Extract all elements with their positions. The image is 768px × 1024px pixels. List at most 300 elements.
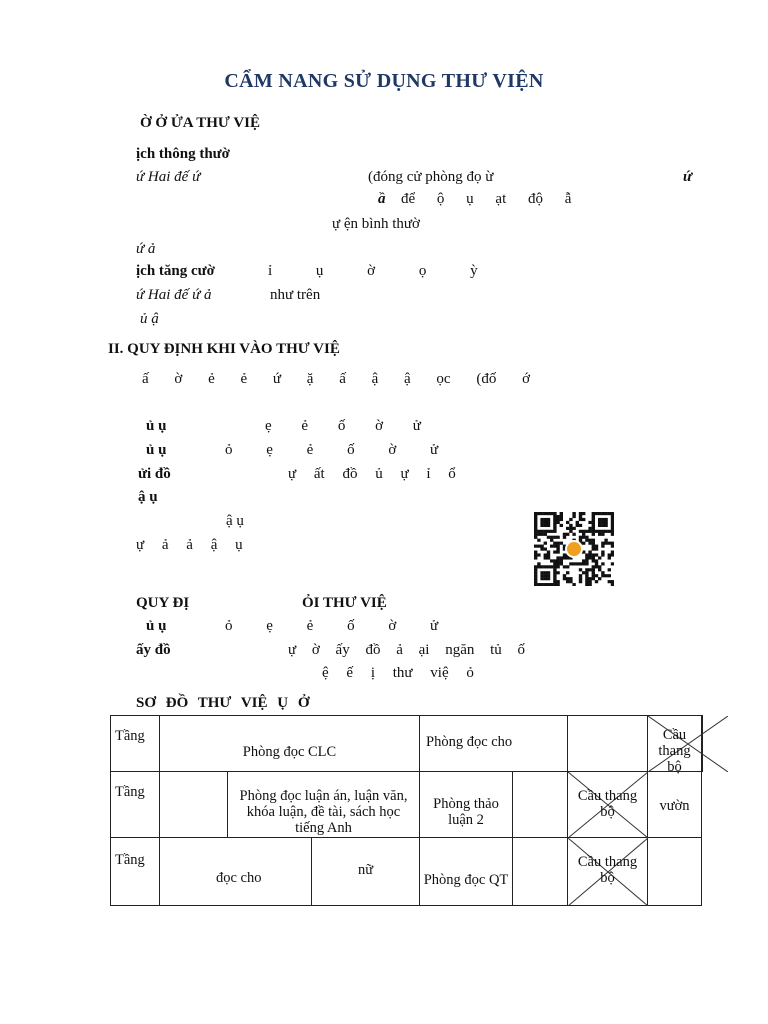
qr-module	[585, 574, 588, 577]
qr-module	[556, 580, 559, 583]
qr-module	[556, 518, 559, 521]
qr-module	[601, 550, 604, 553]
reading-for-cell	[160, 838, 312, 906]
qr-module	[611, 512, 614, 515]
qr-module	[569, 527, 572, 530]
empty-cell	[702, 716, 703, 772]
qr-module	[540, 518, 543, 521]
qr-module	[566, 580, 569, 583]
entry-rule-2-label: ủ ụ	[146, 418, 167, 434]
qr-module	[569, 518, 572, 521]
qr-module	[547, 577, 550, 580]
stairs-label: Cầu thang bộ	[577, 854, 638, 886]
qr-module	[585, 577, 588, 580]
qr-module	[553, 577, 556, 580]
qr-module	[601, 521, 604, 524]
qr-module	[585, 568, 588, 571]
qr-module	[556, 542, 559, 545]
qr-module	[588, 521, 591, 524]
qr-module	[544, 542, 547, 545]
qr-module	[547, 512, 550, 515]
empty-cell	[513, 772, 568, 838]
qr-module	[534, 521, 537, 524]
qr-module	[553, 530, 556, 533]
qr-module	[611, 527, 614, 530]
qr-module	[550, 536, 553, 539]
qr-module	[592, 568, 595, 571]
qr-module	[547, 550, 550, 553]
qr-module	[556, 559, 559, 562]
qr-module	[592, 571, 595, 574]
qr-module	[556, 521, 559, 524]
stairs-label: Cầu thang bộ	[577, 788, 638, 820]
qr-module	[556, 565, 559, 568]
normal-schedule-fragment-2: ầ	[378, 191, 386, 207]
qr-module	[592, 559, 595, 562]
extended-schedule-sunday: ủ ậ	[140, 311, 159, 327]
qr-module	[608, 553, 611, 556]
qr-module	[544, 530, 547, 533]
qr-module	[540, 512, 543, 515]
qr-module	[547, 521, 550, 524]
qr-module	[534, 583, 537, 586]
qr-module	[553, 568, 556, 571]
qr-module	[598, 524, 601, 527]
qr-module	[556, 583, 559, 586]
qr-module	[592, 553, 595, 556]
qr-module	[566, 521, 569, 524]
qr-module	[544, 512, 547, 515]
discussion-room-label: Phòng thảo luận 2	[433, 796, 499, 828]
qr-module	[592, 539, 595, 542]
qr-module	[547, 556, 550, 559]
qr-module	[601, 518, 604, 521]
qr-module	[556, 562, 559, 565]
normal-schedule-normal-note: ự ện bình thườ	[332, 216, 420, 232]
entry-rule-1: ấ ờ ẻ ẻ ứ ặ ấ ậ ậ ọc (đố ớ	[142, 371, 531, 387]
floor-row-1	[111, 716, 703, 772]
qr-module	[598, 533, 601, 536]
qr-module	[598, 568, 601, 571]
qr-module	[595, 548, 598, 551]
qr-module	[544, 556, 547, 559]
qr-module	[560, 518, 563, 521]
qr-module	[534, 565, 537, 568]
qr-module	[582, 530, 585, 533]
qr-module	[553, 571, 556, 574]
qr-module	[585, 553, 588, 556]
qr-module	[544, 524, 547, 527]
qt-room-cell	[420, 838, 513, 906]
qr-module	[579, 568, 582, 571]
qr-module	[560, 515, 563, 518]
qr-module	[582, 562, 585, 565]
qr-module	[608, 556, 611, 559]
qr-module	[540, 545, 543, 548]
qr-module	[560, 562, 563, 565]
entry-rule-6: ậ ụ	[226, 513, 244, 529]
qr-module	[604, 521, 607, 524]
qr-module	[585, 539, 588, 542]
qr-module	[592, 527, 595, 530]
qr-module	[588, 530, 591, 533]
qr-module	[544, 548, 547, 551]
qr-module	[572, 512, 575, 515]
qr-module	[537, 583, 540, 586]
qr-module	[579, 574, 582, 577]
qr-module	[604, 542, 607, 545]
qr-module	[576, 524, 579, 527]
qr-module	[604, 574, 607, 577]
qr-module	[540, 548, 543, 551]
qr-module	[598, 512, 601, 515]
qr-module	[563, 577, 566, 580]
qr-module	[582, 571, 585, 574]
qr-module	[579, 580, 582, 583]
qr-module	[588, 556, 591, 559]
garden-label: vườn	[659, 798, 690, 814]
qr-module	[553, 550, 556, 553]
qr-module	[550, 583, 553, 586]
qr-module	[534, 574, 537, 577]
qr-module	[540, 533, 543, 536]
qr-module	[582, 542, 585, 545]
qr-module	[550, 530, 553, 533]
qr-module	[608, 580, 611, 583]
qt-room-label: Phòng đọc QT	[423, 872, 509, 888]
qr-module	[547, 524, 550, 527]
qr-module	[550, 539, 553, 542]
qr-module	[534, 536, 537, 539]
reading-room-cell	[420, 716, 568, 772]
qr-module	[534, 568, 537, 571]
qr-module	[601, 533, 604, 536]
qr-module	[556, 548, 559, 551]
qr-module	[592, 515, 595, 518]
qr-module	[585, 556, 588, 559]
qr-module	[601, 530, 604, 533]
qr-module	[572, 533, 575, 536]
qr-module	[569, 577, 572, 580]
qr-module	[553, 542, 556, 545]
normal-schedule-activity: để ộ ụ ạt độ ẫ	[401, 191, 572, 207]
floor-label: Tầng	[115, 852, 145, 868]
library-floor-table	[110, 715, 703, 906]
exit-rule-3: ệ ế ị thư việ ỏ	[322, 665, 474, 681]
stairs-label: Cầu thang bộ	[658, 727, 691, 775]
qr-module	[595, 530, 598, 533]
section-library-map-heading: SƠ ĐỒ THƯ VIỆ Ụ Ở	[136, 695, 310, 711]
qr-module	[582, 518, 585, 521]
qr-module	[601, 574, 604, 577]
qr-module	[604, 518, 607, 521]
qr-module	[544, 518, 547, 521]
qr-module	[592, 574, 595, 577]
qr-module	[579, 512, 582, 515]
qr-module	[595, 545, 598, 548]
qr-module	[601, 545, 604, 548]
qr-module	[592, 577, 595, 580]
qr-module	[595, 580, 598, 583]
qr-module	[611, 562, 614, 565]
qr-module	[585, 536, 588, 539]
qr-module	[588, 568, 591, 571]
qr-module	[540, 521, 543, 524]
qr-module	[537, 553, 540, 556]
qr-module	[598, 521, 601, 524]
qr-module	[592, 521, 595, 524]
normal-schedule-fragment: ứ	[683, 169, 692, 185]
qr-module	[569, 530, 572, 533]
qr-module	[585, 571, 588, 574]
qr-module	[582, 512, 585, 515]
clc-room-label: Phòng đọc CLC	[242, 744, 337, 760]
qr-module	[560, 512, 563, 515]
qr-module	[534, 553, 537, 556]
qr-module	[588, 580, 591, 583]
qr-module	[611, 530, 614, 533]
empty-cell	[648, 838, 702, 906]
qr-module	[566, 577, 569, 580]
section-entry-rules-heading: II. QUY ĐỊNH KHI VÀO THƯ VIỆ	[108, 341, 340, 357]
extended-schedule-label: ịch tăng cườ	[136, 263, 215, 279]
qr-module	[534, 527, 537, 530]
qr-module	[550, 559, 553, 562]
qr-module	[534, 571, 537, 574]
qr-module	[611, 515, 614, 518]
qr-module	[534, 550, 537, 553]
floor-row-3	[111, 838, 703, 906]
empty-cell	[568, 716, 648, 772]
qr-module	[601, 542, 604, 545]
qr-module	[592, 542, 595, 545]
qr-module	[547, 518, 550, 521]
qr-module	[588, 527, 591, 530]
qr-module	[604, 530, 607, 533]
stairs-cell	[648, 716, 702, 775]
qr-module	[611, 521, 614, 524]
qr-module	[569, 580, 572, 583]
qr-module	[563, 565, 566, 568]
qr-module	[576, 521, 579, 524]
qr-module	[553, 527, 556, 530]
reading-room-label: Phòng đọc cho	[426, 734, 513, 750]
qr-module	[563, 536, 566, 539]
normal-schedule-weekend: ứ ả	[136, 241, 156, 257]
qr-module	[592, 530, 595, 533]
exit-rule-2-label: ấy đồ	[136, 642, 171, 658]
qr-module	[592, 565, 595, 568]
qr-module	[547, 530, 550, 533]
qr-module	[537, 530, 540, 533]
stairs-cell	[568, 838, 648, 906]
qr-module	[534, 533, 537, 536]
qr-module	[598, 530, 601, 533]
qr-module	[534, 518, 537, 521]
normal-schedule-closing-note: (đóng cử phòng đọ ừ	[368, 169, 494, 185]
qr-module	[608, 512, 611, 515]
qr-module	[592, 556, 595, 559]
qr-module	[595, 559, 598, 562]
qr-module	[544, 571, 547, 574]
qr-module	[553, 562, 556, 565]
qr-module	[540, 583, 543, 586]
qr-module	[556, 556, 559, 559]
qr-module	[588, 553, 591, 556]
qr-module	[576, 562, 579, 565]
floor-cell	[111, 772, 160, 838]
qr-module	[540, 577, 543, 580]
qr-module	[540, 524, 543, 527]
qr-module	[572, 515, 575, 518]
qr-module	[592, 512, 595, 515]
qr-module	[579, 577, 582, 580]
qr-module	[579, 524, 582, 527]
exit-rule-1-text: ỏ ẹ ẻ ố ờ ử	[225, 618, 439, 634]
qr-module	[598, 565, 601, 568]
discussion-room-cell	[420, 772, 513, 838]
qr-module	[560, 542, 563, 545]
exit-rule-2-text: ự ờ ấy đồ ả ại ngăn tủ ố	[288, 642, 526, 658]
qr-module	[556, 536, 559, 539]
qr-module	[553, 515, 556, 518]
qr-module	[553, 574, 556, 577]
qr-module	[563, 553, 566, 556]
qr-module	[547, 553, 550, 556]
section-opening-hours-heading: Ờ Ở ỬA THƯ VIỆ	[140, 115, 261, 131]
qr-module	[537, 545, 540, 548]
qr-module	[588, 550, 591, 553]
qr-module	[534, 512, 537, 515]
garden-cell	[648, 772, 702, 838]
exit-rule-1-label: ủ ụ	[146, 618, 167, 634]
qr-module	[608, 574, 611, 577]
qr-module	[553, 521, 556, 524]
qr-module	[604, 539, 607, 542]
qr-module	[566, 565, 569, 568]
qr-module	[556, 571, 559, 574]
qr-module	[553, 565, 556, 568]
extended-schedule-same: như trên	[270, 287, 321, 303]
qr-module	[579, 536, 582, 539]
qr-module	[566, 527, 569, 530]
qr-module	[579, 518, 582, 521]
qr-module	[534, 577, 537, 580]
qr-module	[544, 521, 547, 524]
qr-module	[588, 539, 591, 542]
qr-module	[595, 553, 598, 556]
thesis-room-cell	[228, 772, 420, 838]
qr-module	[611, 518, 614, 521]
reading-for-label: đọc cho	[216, 870, 262, 886]
qr-module	[598, 518, 601, 521]
qr-module	[553, 518, 556, 521]
qr-module	[598, 556, 601, 559]
qr-module	[547, 571, 550, 574]
qr-module	[540, 565, 543, 568]
qr-module	[611, 533, 614, 536]
qr-module	[572, 583, 575, 586]
qr-module	[572, 527, 575, 530]
qr-module	[579, 539, 582, 542]
document-title: CẨM NANG SỬ DỤNG THƯ VIỆN	[224, 70, 544, 92]
qr-module	[560, 524, 563, 527]
qr-module	[534, 556, 537, 559]
qr-module	[579, 562, 582, 565]
qr-module	[537, 539, 540, 542]
qr-module	[611, 545, 614, 548]
thesis-room-label: Phòng đọc luận án, luận văn, khóa luận, đề tài, sách học tiếng Anh	[239, 788, 408, 836]
qr-module	[544, 553, 547, 556]
qr-module	[582, 533, 585, 536]
floor-cell	[111, 716, 160, 772]
qr-module	[534, 515, 537, 518]
qr-module	[534, 524, 537, 527]
qr-module	[601, 571, 604, 574]
qr-module	[598, 577, 601, 580]
section-exit-rules-heading-a: QUY ĐỊ	[136, 595, 190, 611]
qr-module	[585, 583, 588, 586]
qr-module	[608, 542, 611, 545]
qr-module	[601, 524, 604, 527]
clc-room-cell	[160, 716, 420, 772]
qr-module	[611, 580, 614, 583]
qr-module	[537, 562, 540, 565]
qr-module	[611, 542, 614, 545]
qr-module	[534, 545, 537, 548]
entry-rule-3-text: ỏ ẹ ẻ ố ờ ử	[225, 442, 439, 458]
qr-module	[588, 583, 591, 586]
qr-module	[579, 515, 582, 518]
qr-module	[544, 533, 547, 536]
entry-rule-4-text: ự ất đồ ủ ự ỉ ổ	[288, 466, 456, 482]
normal-schedule-label: ịch thông thườ	[136, 146, 230, 162]
qr-module	[560, 556, 563, 559]
qr-module	[540, 574, 543, 577]
qr-module	[540, 571, 543, 574]
qr-module	[592, 524, 595, 527]
qr-module	[563, 574, 566, 577]
qr-module	[550, 565, 553, 568]
qr-module	[556, 515, 559, 518]
qr-module	[534, 530, 537, 533]
qr-module	[544, 577, 547, 580]
qr-module	[566, 533, 569, 536]
qr-module	[553, 512, 556, 515]
qr-module	[547, 583, 550, 586]
qr-module	[553, 583, 556, 586]
qr-module	[611, 553, 614, 556]
qr-module	[601, 512, 604, 515]
qr-module	[595, 574, 598, 577]
entry-rule-4-label: ửi đồ	[138, 466, 171, 482]
qr-module	[556, 550, 559, 553]
qr-module	[592, 518, 595, 521]
floor-row-2	[111, 772, 703, 838]
entry-rule-5-label: ậ ụ	[138, 489, 158, 505]
qr-module	[585, 562, 588, 565]
qr-module	[550, 545, 553, 548]
entry-rule-3-label: ủ ụ	[146, 442, 167, 458]
floor-label: Tầng	[115, 728, 145, 744]
qr-module	[582, 536, 585, 539]
qr-module	[585, 559, 588, 562]
qr-module	[604, 512, 607, 515]
qr-module	[544, 565, 547, 568]
qr-module	[556, 545, 559, 548]
qr-module	[569, 562, 572, 565]
qr-module	[540, 530, 543, 533]
